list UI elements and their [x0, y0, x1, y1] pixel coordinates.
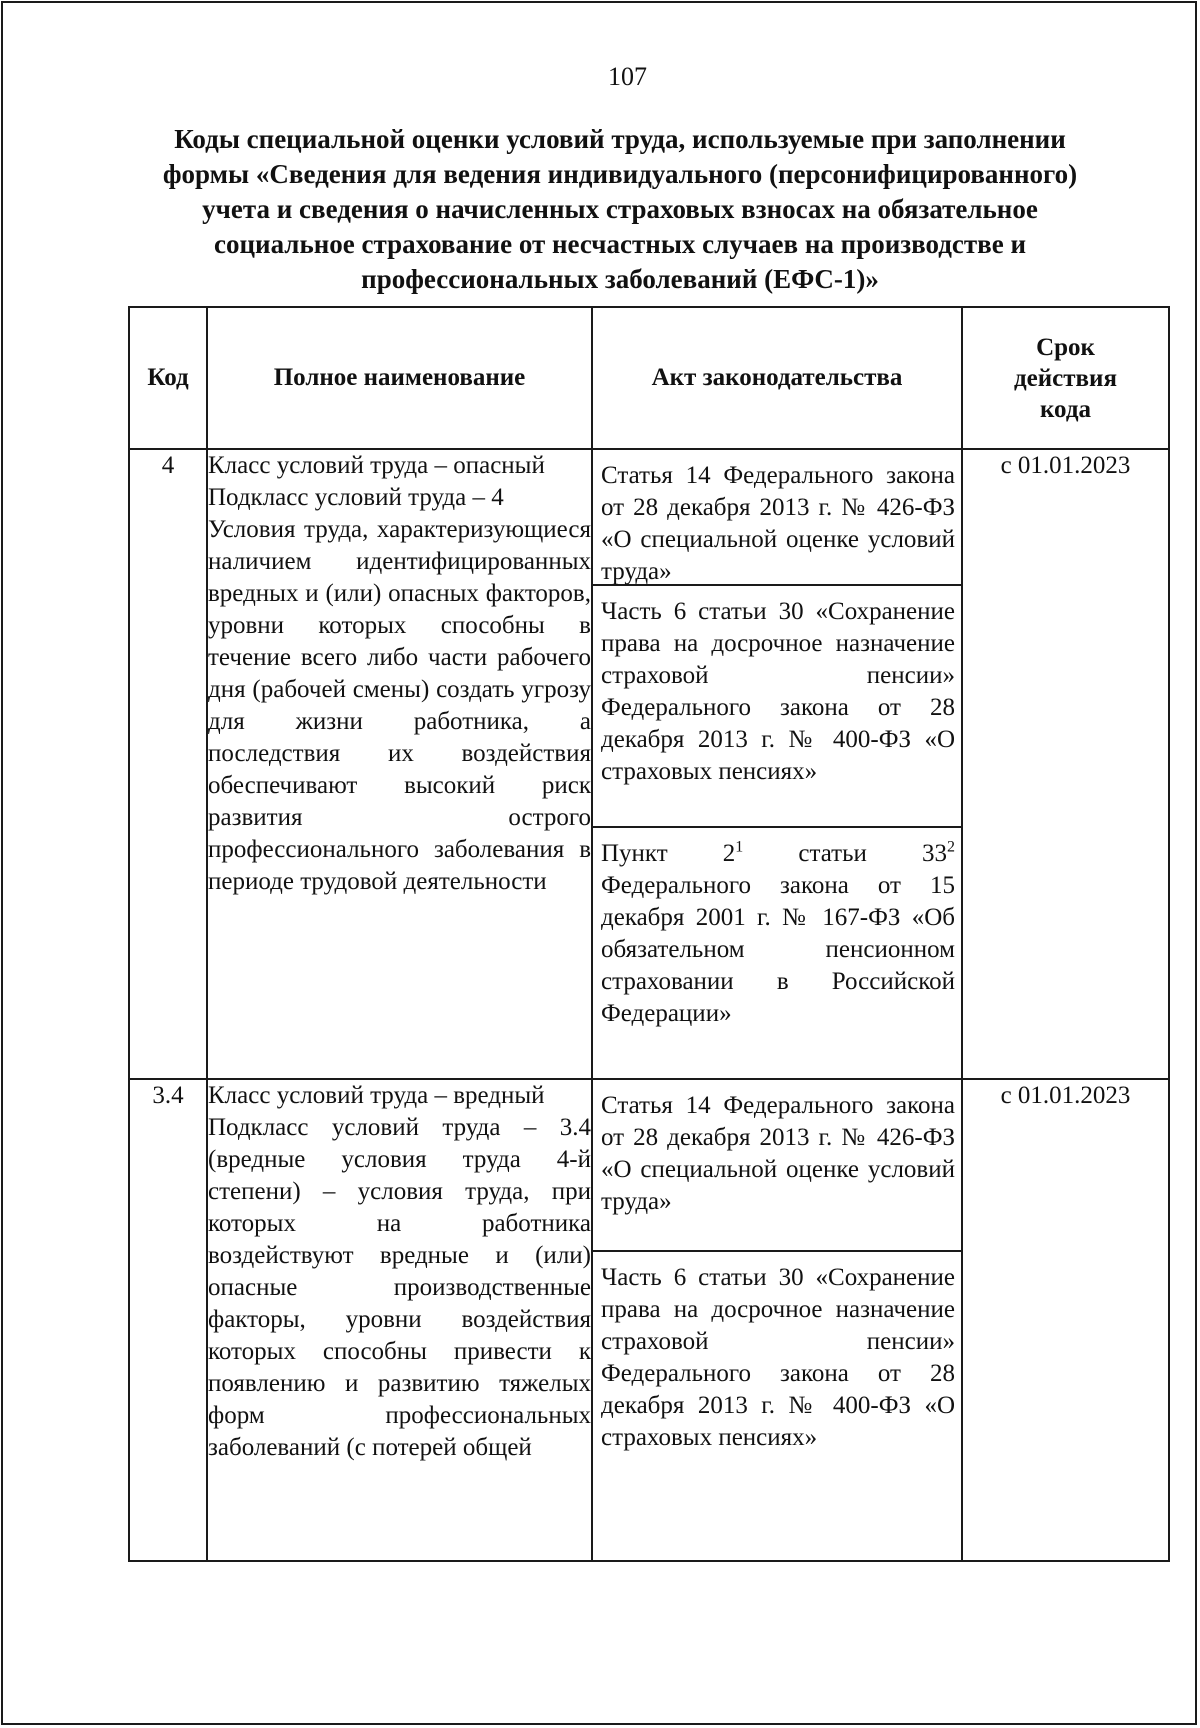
row-term: с 01.01.2023	[962, 449, 1169, 1079]
act-reference: Часть 6 статьи 30 «Сохранение права на досрочное назначение страховой пенсии» Федерального закона от 28 декабря 2013 г. № 400-ФЗ «О страховых пенсиях»	[601, 1264, 955, 1451]
title-line: Коды специальной оценки условий труда, используемые при заполнении	[174, 124, 1066, 154]
act-reference: Статья 14 Федерального закона от 28 декабря 2013 г. № 426-ФЗ «О специальной оценке условий труда»	[593, 1080, 961, 1252]
name-line: Класс условий труда – опасный	[208, 452, 545, 479]
name-line: Подкласс условий труда – 4	[208, 484, 504, 511]
act-text-part: статьи 33	[743, 840, 947, 867]
title-line: учета и сведения о начисленных страховых взносах на обязательное	[202, 194, 1038, 224]
row-code: 3.4	[129, 1079, 207, 1561]
row-acts	[592, 1079, 962, 1561]
act-text-part: Пункт 2	[601, 840, 736, 867]
document-title	[140, 122, 1100, 297]
header-code: Код	[129, 307, 207, 449]
row-term: с 01.01.2023	[962, 1079, 1169, 1561]
table-row	[129, 1079, 1169, 1561]
row-name	[207, 449, 592, 1079]
row-acts	[592, 449, 962, 1079]
codes-table	[128, 306, 1170, 1562]
header-term-line: действия	[1014, 364, 1117, 392]
header-term-line: Срок	[1036, 333, 1095, 361]
name-line: Подкласс условий труда – 3.4 (вредные условия труда 4-й степени) – условия труда, при которых на работника воздействуют вредные и (или) опасные производственные факторы, уровни воздействия которых способны привести к появлению и развитию тяжелых форм профессиональных заболеваний (с потерей общей	[208, 1114, 591, 1461]
title-line: профессиональных заболеваний (ЕФС-1)»	[361, 264, 879, 294]
name-line: Класс условий труда – вредный	[208, 1082, 545, 1109]
act-text-part: Федерального закона от 15 декабря 2001 г. № 167-ФЗ «Об обязательном пенсионном страховании в Российской Федерации»	[601, 872, 955, 1027]
act-reference	[593, 828, 961, 1078]
table-header-row	[129, 307, 1169, 449]
row-name	[207, 1079, 592, 1561]
superscript: 2	[947, 838, 955, 856]
header-act: Акт законодательства	[592, 307, 962, 449]
header-name: Полное наименование	[207, 307, 592, 449]
page-number: 107	[608, 62, 647, 91]
act-reference: Часть 6 статьи 30 «Сохранение права на досрочное назначение страховой пенсии» Федерального закона от 28 декабря 2013 г. № 400-ФЗ «О страховых пенсиях»	[593, 586, 961, 828]
header-term	[962, 307, 1169, 449]
row-code: 4	[129, 449, 207, 1079]
table-row	[129, 449, 1169, 1079]
name-line: Условия труда, характеризующиеся наличием идентифицированных вредных и (или) опасных факторов, уровни которых способны в течение всего либо части рабочего дня (рабочей смены) создать угрозу для жизни работника, а последствия их воздействия обеспечивают высокий риск развития острого профессионального заболевания в периоде трудовой деятельности	[208, 516, 591, 895]
header-term-line: кода	[1039, 395, 1091, 423]
act-reference: Статья 14 Федерального закона от 28 декабря 2013 г. № 426-ФЗ «О специальной оценке условий труда»	[593, 450, 961, 586]
superscript: 1	[735, 838, 744, 856]
title-line: формы «Сведения для ведения индивидуального (персонифицированного)	[162, 159, 1078, 189]
title-line: социальное страхование от несчастных случаев на производстве и	[213, 229, 1027, 259]
